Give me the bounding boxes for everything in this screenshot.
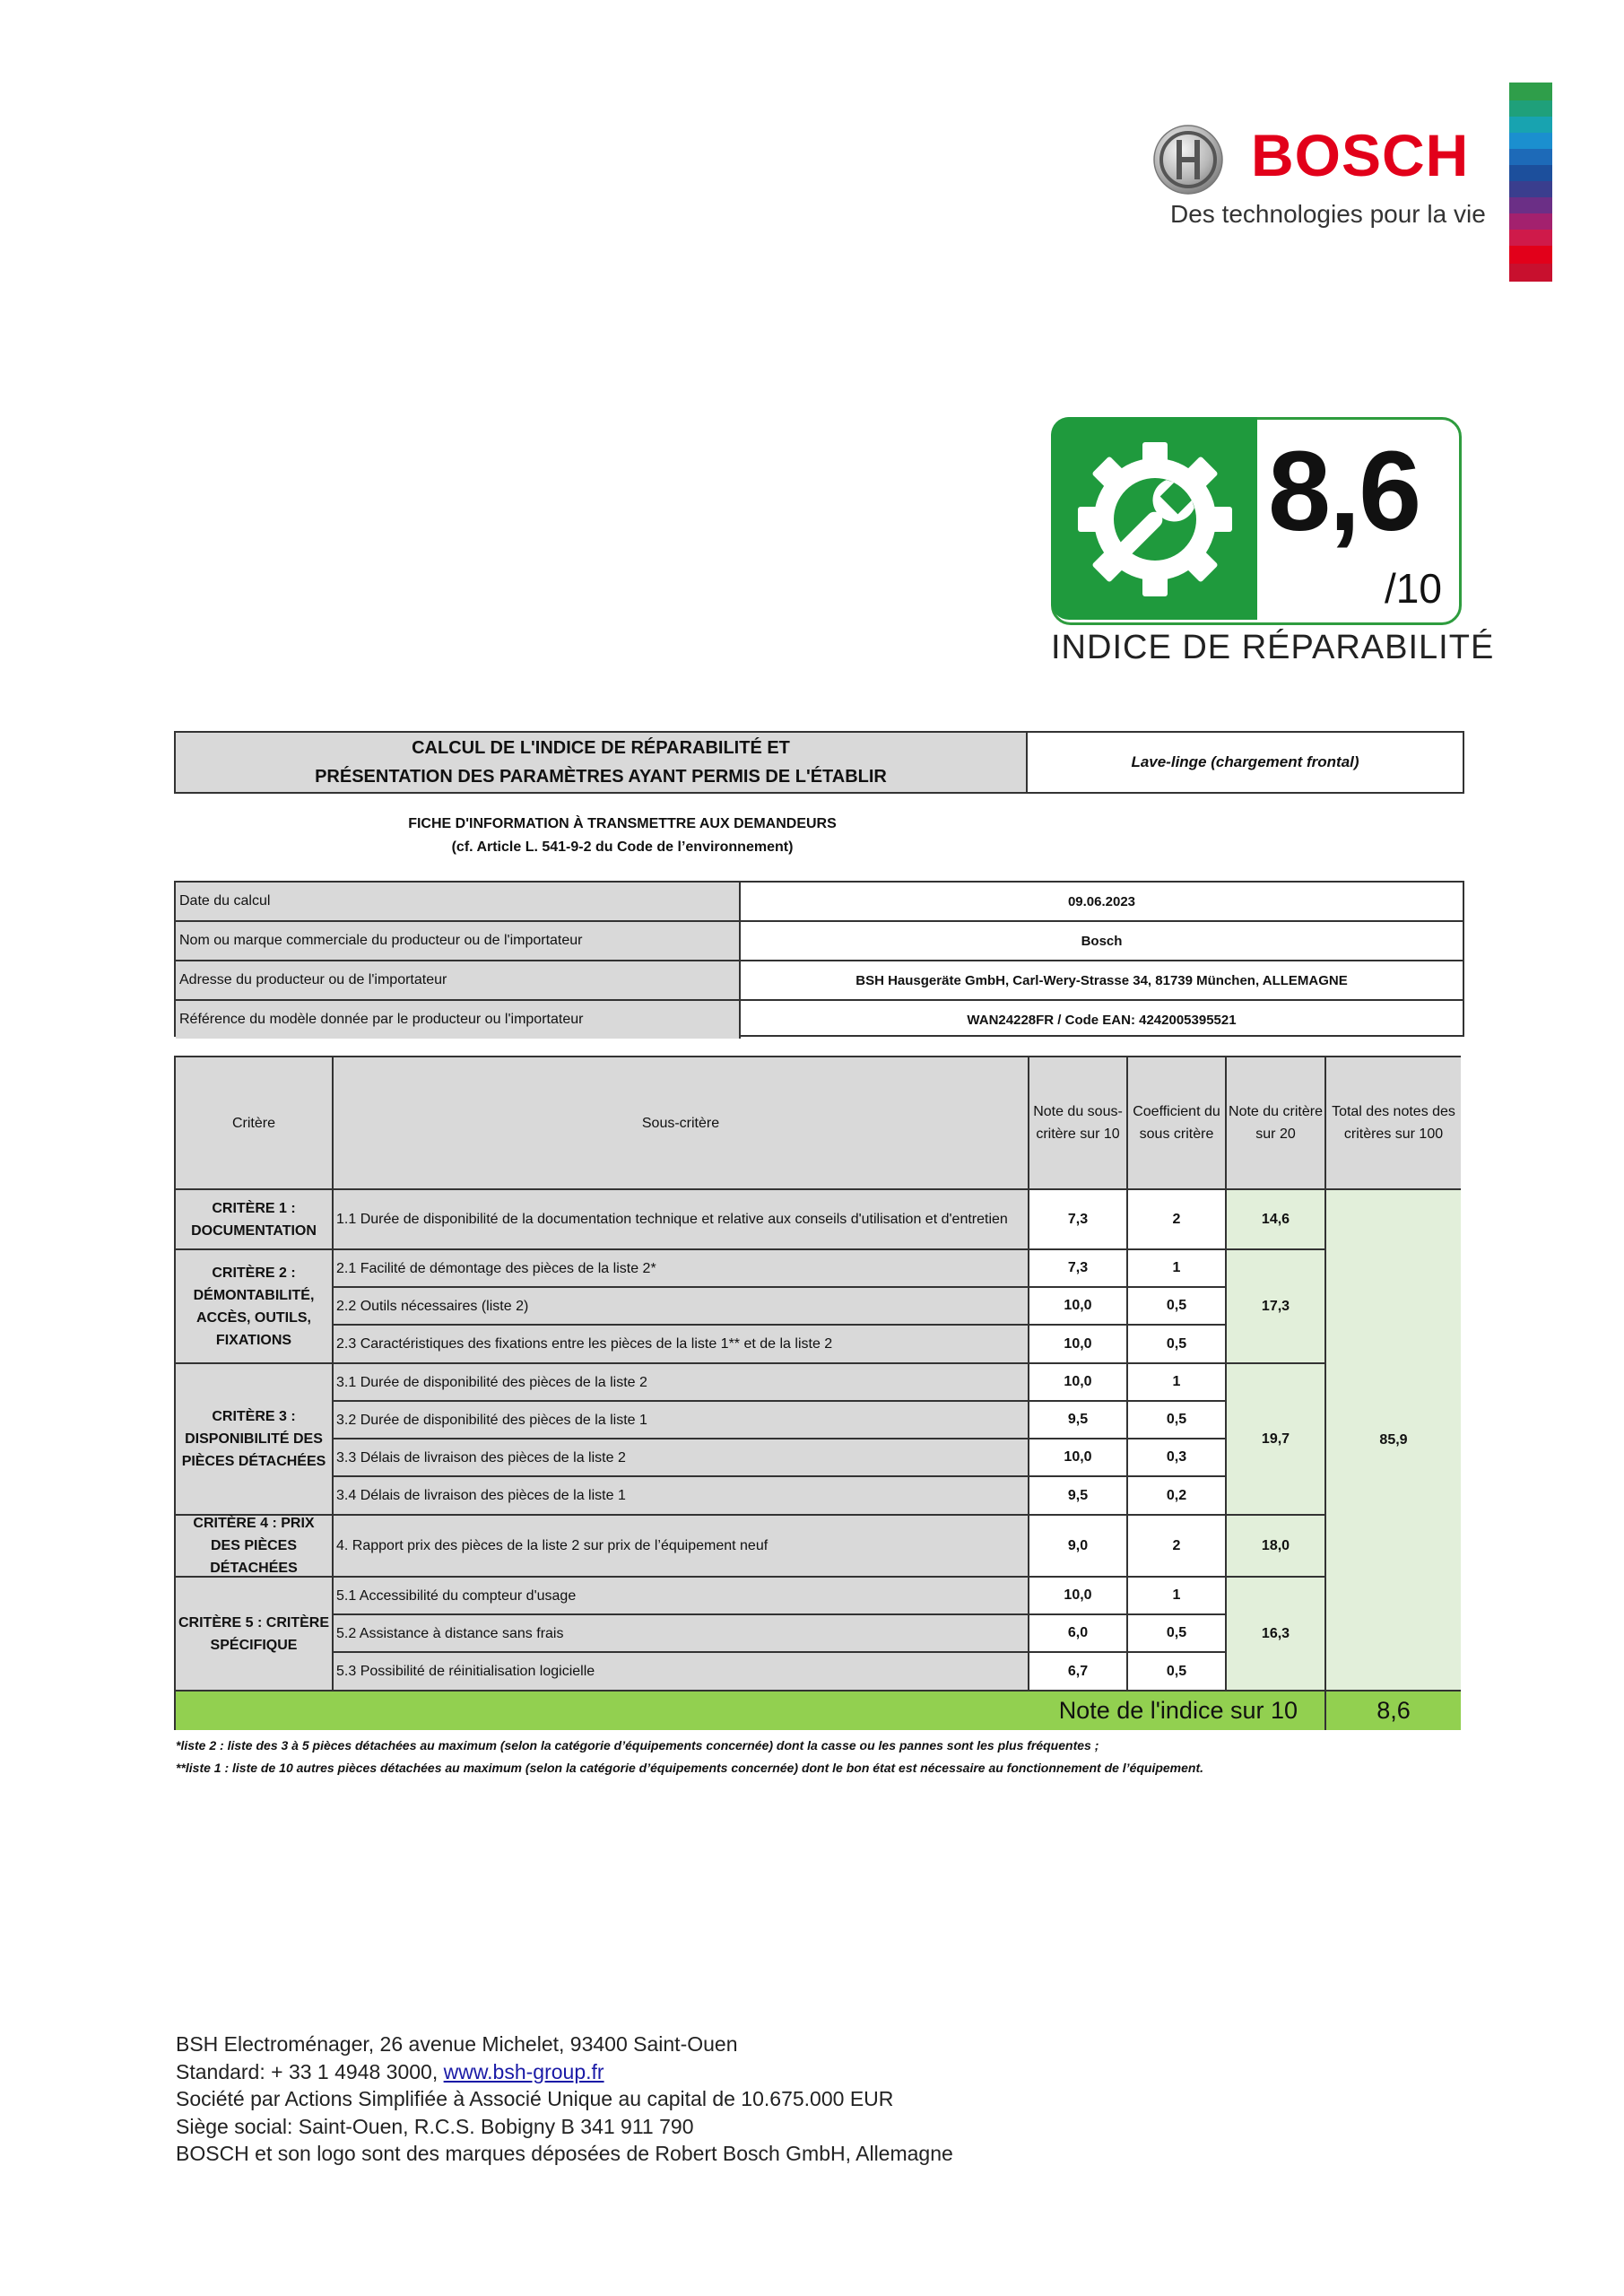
- fiche-heading: [174, 813, 1071, 859]
- sub-criterion-note: 7,3: [1029, 1190, 1128, 1250]
- info-row: [176, 961, 1463, 1001]
- sub-criterion-label: 3.2 Durée de disponibilité des pièces de la liste 1: [334, 1402, 1029, 1439]
- info-table: [174, 881, 1464, 1037]
- sub-criterion-label: 1.1 Durée de disponibilité de la documentation technique et relative aux conseils d'utilisation et d'entretien: [334, 1190, 1029, 1250]
- badge-score: 8,6: [1268, 428, 1420, 554]
- criterion-4-score: 18,0: [1227, 1516, 1326, 1578]
- info-value: WAN24228FR / Code EAN: 4242005395521: [967, 1012, 1237, 1028]
- sub-criterion-label: 2.1 Facilité de démontage des pièces de la liste 2*: [334, 1250, 1029, 1288]
- sub-criterion-note: 10,0: [1029, 1326, 1128, 1364]
- header-sous-critere: Sous-critère: [334, 1057, 1029, 1190]
- sub-criterion-coef: 2: [1128, 1516, 1227, 1578]
- sub-criterion-note: 10,0: [1029, 1364, 1128, 1402]
- badge-icon-panel: [1051, 417, 1257, 620]
- header-note20: Note du critère sur 20: [1227, 1057, 1326, 1190]
- header-critere: Critère: [176, 1057, 334, 1190]
- criterion-3-name: CRITÈRE 3 : DISPONIBILITÉ DES PIÈCES DÉTACHÉES: [176, 1364, 334, 1516]
- sub-criterion-label: 2.2 Outils nécessaires (liste 2): [334, 1288, 1029, 1326]
- footer-standard: [176, 2058, 953, 2086]
- fiche-line-2: (cf. Article L. 541-9-2 du Code de l’environnement): [451, 839, 794, 855]
- sub-criterion-note: 6,7: [1029, 1653, 1128, 1692]
- sub-criterion-coef: 0,5: [1128, 1402, 1227, 1439]
- info-value: BSH Hausgeräte GmbH, Carl-Wery-Strasse 34, 81739 München, ALLEMAGNE: [855, 972, 1348, 988]
- criterion-3-score: 19,7: [1227, 1364, 1326, 1516]
- footer-phone: Standard: + 33 1 4948 3000,: [176, 2059, 444, 2083]
- criterion-5-name: CRITÈRE 5 : CRITÈRE SPÉCIFIQUE: [176, 1578, 334, 1692]
- sub-criterion-coef: 0,5: [1128, 1653, 1227, 1692]
- sub-criterion-note: 9,0: [1029, 1516, 1128, 1578]
- criterion-2-score: 17,3: [1227, 1250, 1326, 1364]
- footer: [176, 2031, 953, 2168]
- info-row: [176, 883, 1463, 922]
- document-title: [176, 733, 1028, 792]
- footer-legal: Société par Actions Simplifiée à Associé Unique au capital de 10.675.000 EUR: [176, 2087, 894, 2110]
- info-label: Nom ou marque commerciale du producteur ou de l'importateur: [176, 922, 741, 960]
- sub-criterion-label: 4. Rapport prix des pièces de la liste 2 sur prix de l’équipement neuf: [334, 1516, 1029, 1578]
- criterion-2-name: CRITÈRE 2 : DÉMONTABILITÉ, ACCÈS, OUTILS, FIXATIONS: [176, 1250, 334, 1364]
- bosch-emblem-icon: [1152, 124, 1224, 196]
- footnote-liste-1: **liste 1 : liste de 10 autres pièces détachées au maximum (selon la catégorie d’équipements concernée) dont le bon état est nécessaire au fonctionnement de l’équipement.: [176, 1761, 1204, 1775]
- final-score: 8,6: [1326, 1692, 1461, 1730]
- info-label: Date du calcul: [176, 883, 741, 920]
- footnotes: [176, 1735, 1203, 1779]
- sub-criterion-label: 2.3 Caractéristiques des fixations entre les pièces de la liste 1** et de la liste 2: [334, 1326, 1029, 1364]
- product-type: Lave-linge (chargement frontal): [1131, 753, 1359, 770]
- footer-address: BSH Electroménager, 26 avenue Michelet, 93400 Saint-Ouen: [176, 2032, 738, 2056]
- sub-criterion-coef: 0,5: [1128, 1615, 1227, 1653]
- header-coef: Coefficient du sous critère: [1128, 1057, 1227, 1190]
- info-row: [176, 922, 1463, 961]
- sub-criterion-label: 3.4 Délais de livraison des pièces de la liste 1: [334, 1477, 1029, 1516]
- footer-website-link[interactable]: www.bsh-group.fr: [443, 2059, 604, 2083]
- repairability-badge: [1051, 417, 1495, 668]
- sub-criterion-note: 7,3: [1029, 1250, 1128, 1288]
- footnote-liste-2: *liste 2 : liste des 3 à 5 pièces détachées au maximum (selon la catégorie d’équipements concernée) dont la casse ou les pannes sont les plus fréquentes ;: [176, 1738, 1099, 1752]
- sub-criterion-coef: 1: [1128, 1578, 1227, 1615]
- sub-criterion-note: 9,5: [1029, 1477, 1128, 1516]
- final-label: Note de l'indice sur 10: [176, 1692, 1326, 1730]
- sub-criterion-label: 5.3 Possibilité de réinitialisation logicielle: [334, 1653, 1029, 1692]
- sub-criterion-coef: 0,3: [1128, 1439, 1227, 1477]
- sub-criterion-note: 10,0: [1029, 1439, 1128, 1477]
- total-score-100: 85,9: [1326, 1190, 1461, 1692]
- criterion-5-score: 16,3: [1227, 1578, 1326, 1692]
- sub-criterion-label: 5.2 Assistance à distance sans frais: [334, 1615, 1029, 1653]
- gear-wrench-icon: [1065, 430, 1245, 609]
- brand-tagline: Des technologies pour la vie: [1170, 200, 1486, 228]
- info-value: 09.06.2023: [1067, 893, 1136, 909]
- title-line-2: PRÉSENTATION DES PARAMÈTRES AYANT PERMIS DE L'ÉTABLIR: [315, 767, 887, 787]
- criterion-1-score: 14,6: [1227, 1190, 1326, 1250]
- bosch-color-bar: [1509, 83, 1552, 282]
- info-value: Bosch: [1081, 933, 1123, 949]
- sub-criterion-note: 10,0: [1029, 1578, 1128, 1615]
- sub-criterion-coef: 0,5: [1128, 1288, 1227, 1326]
- sub-criterion-coef: 2: [1128, 1190, 1227, 1250]
- criterion-1-name: CRITÈRE 1 : DOCUMENTATION: [176, 1190, 334, 1250]
- sub-criterion-note: 10,0: [1029, 1288, 1128, 1326]
- sub-criterion-coef: 1: [1128, 1364, 1227, 1402]
- sub-criterion-label: 5.1 Accessibilité du compteur d'usage: [334, 1578, 1029, 1615]
- footer-trademark: BOSCH et son logo sont des marques déposées de Robert Bosch GmbH, Allemagne: [176, 2142, 953, 2165]
- sub-criterion-note: 6,0: [1029, 1615, 1128, 1653]
- criterion-4-name: CRITÈRE 4 : PRIX DES PIÈCES DÉTACHÉES: [176, 1516, 334, 1578]
- header-note: Note du sous-critère sur 10: [1029, 1057, 1128, 1190]
- scoring-table: [174, 1056, 1461, 1730]
- sub-criterion-coef: 0,5: [1128, 1326, 1227, 1364]
- sub-criterion-label: 3.1 Durée de disponibilité des pièces de la liste 2: [334, 1364, 1029, 1402]
- sub-criterion-coef: 1: [1128, 1250, 1227, 1288]
- badge-max: /10: [1385, 565, 1442, 612]
- title-line-1: CALCUL DE L'INDICE DE RÉPARABILITÉ ET: [412, 738, 790, 758]
- badge-label: INDICE DE RÉPARABILITÉ: [1051, 629, 1495, 666]
- fiche-line-1: FICHE D'INFORMATION À TRANSMETTRE AUX DEMANDEURS: [408, 816, 837, 831]
- header-total: Total des notes des critères sur 100: [1326, 1057, 1461, 1190]
- sub-criterion-coef: 0,2: [1128, 1477, 1227, 1516]
- info-label: Référence du modèle donnée par le producteur ou l'importateur: [176, 1001, 741, 1039]
- bosch-wordmark: BOSCH: [1251, 122, 1470, 188]
- sub-criterion-note: 9,5: [1029, 1402, 1128, 1439]
- bosch-logo: [1152, 81, 1556, 278]
- info-row: [176, 1001, 1463, 1039]
- title-box: [174, 731, 1464, 794]
- info-label: Adresse du producteur ou de l'importateur: [176, 961, 741, 999]
- footer-seat: Siège social: Saint-Ouen, R.C.S. Bobigny B 341 911 790: [176, 2114, 694, 2138]
- sub-criterion-label: 3.3 Délais de livraison des pièces de la liste 2: [334, 1439, 1029, 1477]
